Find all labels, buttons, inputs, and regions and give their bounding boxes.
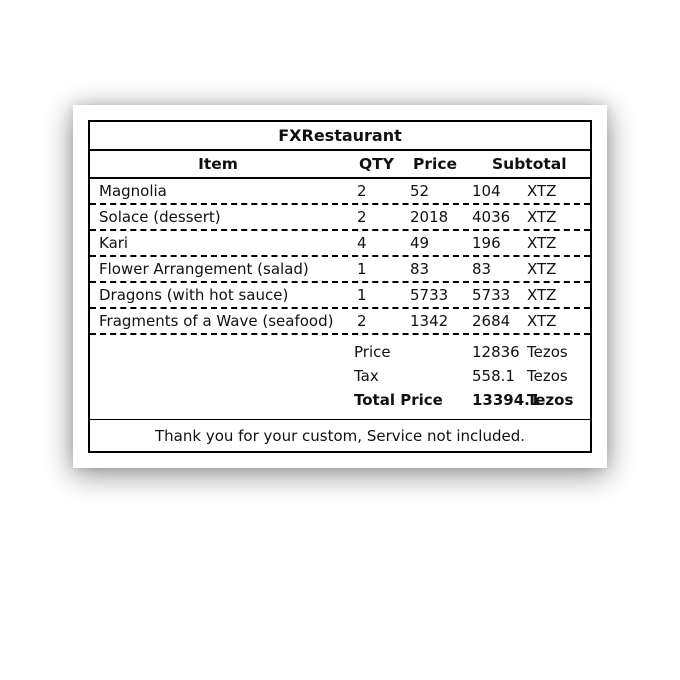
item-qty: 2: [357, 312, 367, 330]
totals-section: [90, 335, 590, 420]
item-qty: 1: [357, 286, 367, 304]
item-price: 83: [410, 260, 430, 278]
item-name: Flower Arrangement (salad): [99, 260, 309, 278]
total-value: 13394.1: [472, 391, 541, 409]
table-header: [90, 151, 590, 179]
table-row: [90, 309, 590, 335]
item-currency: XTZ: [527, 286, 557, 304]
item-price: 1342: [410, 312, 449, 330]
item-name: Dragons (with hot sauce): [99, 286, 289, 304]
total-value: 558.1: [472, 367, 515, 385]
receipt-footer: Thank you for your custom, Service not included.: [155, 427, 525, 445]
total-value: 12836: [472, 343, 520, 361]
table-row: [90, 231, 590, 257]
grand-total-row: [90, 391, 590, 413]
item-qty: 2: [357, 182, 367, 200]
table-row: [90, 205, 590, 231]
item-currency: XTZ: [527, 208, 557, 226]
total-label: Price: [354, 343, 391, 361]
item-subtotal: 5733: [472, 286, 511, 304]
header-price: Price: [413, 155, 458, 173]
header-subtotal: Subtotal: [492, 155, 567, 173]
table-row: [90, 257, 590, 283]
item-qty: 1: [357, 260, 367, 278]
item-price: 52: [410, 182, 430, 200]
item-subtotal: 2684: [472, 312, 511, 330]
header-item: Item: [198, 155, 238, 173]
item-subtotal: 83: [472, 260, 492, 278]
item-price: 2018: [410, 208, 449, 226]
item-subtotal: 104: [472, 182, 501, 200]
price-total-row: [90, 343, 590, 365]
receipt: [88, 120, 592, 453]
item-currency: XTZ: [527, 260, 557, 278]
total-label: Total Price: [354, 391, 443, 409]
item-list: [90, 179, 590, 335]
header-qty: QTY: [359, 155, 394, 173]
item-name: Kari: [99, 234, 129, 252]
total-label: Tax: [354, 367, 379, 385]
total-unit: Tezos: [527, 343, 568, 361]
item-currency: XTZ: [527, 234, 557, 252]
item-currency: XTZ: [527, 312, 557, 330]
table-row: [90, 283, 590, 309]
table-row: [90, 179, 590, 205]
receipt-card: [73, 105, 607, 468]
tax-row: [90, 367, 590, 389]
item-currency: XTZ: [527, 182, 557, 200]
item-price: 49: [410, 234, 430, 252]
total-unit: Tezos: [527, 367, 568, 385]
total-unit: Tezos: [527, 391, 574, 409]
item-subtotal: 4036: [472, 208, 511, 226]
item-name: Solace (dessert): [99, 208, 221, 226]
item-name: Fragments of a Wave (seafood): [99, 312, 334, 330]
item-name: Magnolia: [99, 182, 167, 200]
item-price: 5733: [410, 286, 449, 304]
restaurant-title: FXRestaurant: [90, 122, 590, 151]
item-subtotal: 196: [472, 234, 501, 252]
item-qty: 4: [357, 234, 367, 252]
item-qty: 2: [357, 208, 367, 226]
